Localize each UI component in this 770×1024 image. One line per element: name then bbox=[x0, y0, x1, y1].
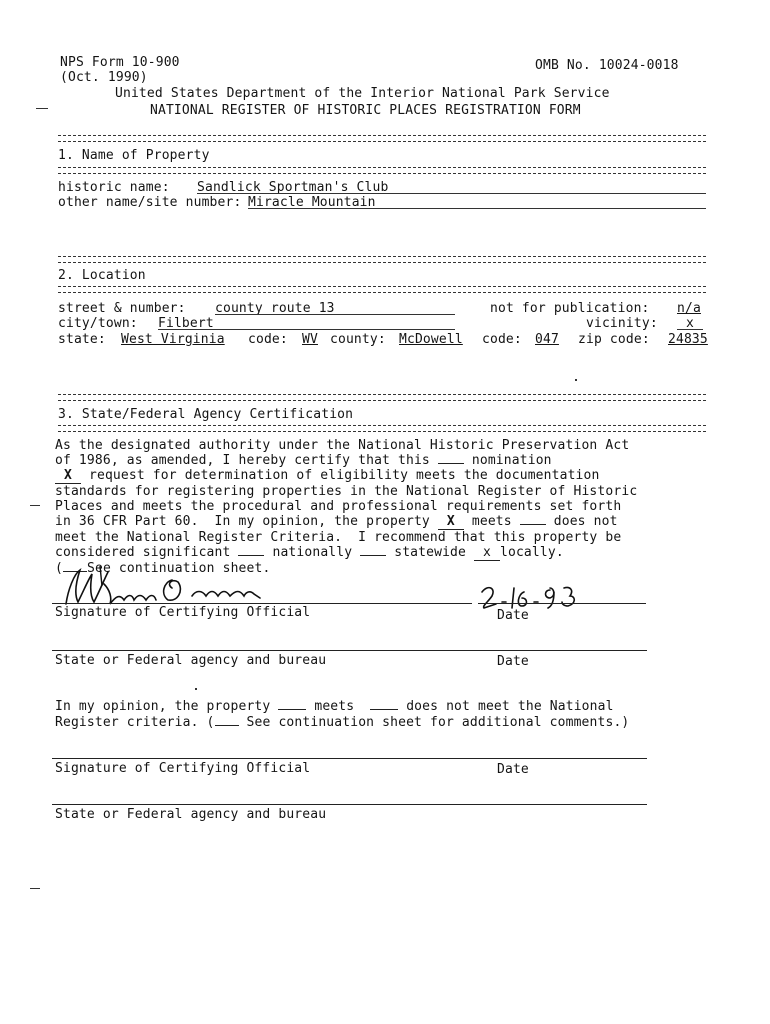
section2-heading: 2. Location bbox=[58, 268, 146, 283]
vicinity-line bbox=[677, 329, 703, 330]
vicinity-value: x bbox=[686, 316, 694, 331]
opinion-line-2: Register criteria. ( See continuation sheet for additional comments.) bbox=[55, 715, 630, 730]
county-value: McDowell bbox=[399, 332, 463, 347]
certification-line-1: As the designated authority under the National Historic Preservation Act bbox=[55, 438, 630, 453]
signature-line bbox=[52, 758, 647, 759]
omb-number: OMB No. 10024-0018 bbox=[535, 58, 679, 73]
signature-line bbox=[52, 603, 472, 604]
state-label: state: bbox=[58, 332, 106, 347]
section-divider bbox=[58, 167, 706, 174]
county-label: county: bbox=[330, 332, 386, 347]
form-number: NPS Form 10-900 bbox=[60, 55, 180, 70]
not-for-publication-value: n/a bbox=[677, 301, 701, 316]
date-label: Date bbox=[497, 654, 529, 669]
date-label: Date bbox=[497, 762, 529, 777]
vicinity-label: vicinity: bbox=[586, 316, 658, 331]
agency-label: State or Federal agency and bureau bbox=[55, 807, 327, 822]
speck-mark bbox=[195, 688, 197, 690]
zip-value: 24835 bbox=[668, 332, 708, 347]
certification-line-3: X request for determination of eligibility meets the documentation bbox=[55, 468, 600, 484]
street-value: county route 13 bbox=[215, 301, 335, 316]
agency-line bbox=[52, 804, 647, 805]
section-divider bbox=[58, 256, 706, 263]
historic-name-value: Sandlick Sportman's Club bbox=[197, 180, 389, 195]
zip-label: zip code: bbox=[578, 332, 650, 347]
historic-name-label: historic name: bbox=[58, 180, 170, 195]
agency-label: State or Federal agency and bureau bbox=[55, 653, 327, 668]
date-label: Date bbox=[497, 608, 529, 623]
certification-line-2: of 1986, as amended, I hereby certify that this nomination bbox=[55, 453, 552, 468]
opinion-line-1: In my opinion, the property meets does not meet the National bbox=[55, 699, 614, 714]
certification-line-4: standards for registering properties in the National Register of Historic bbox=[55, 484, 638, 499]
section1-heading: 1. Name of Property bbox=[58, 148, 210, 163]
meets-checkmark: X bbox=[438, 514, 464, 530]
form-date: (Oct. 1990) bbox=[60, 70, 148, 85]
signature-label: Signature of Certifying Official bbox=[55, 761, 311, 776]
handwritten-date bbox=[478, 582, 588, 612]
street-label: street & number: bbox=[58, 301, 186, 316]
county-code-label: code: bbox=[482, 332, 522, 347]
certification-line-5: Places and meets the procedural and professional requirements set forth bbox=[55, 499, 622, 514]
certification-line-9: ( See continuation sheet. bbox=[55, 561, 271, 576]
request-checkmark: X bbox=[55, 468, 81, 484]
section-divider bbox=[58, 135, 706, 142]
other-name-label: other name/site number: bbox=[58, 195, 242, 210]
locally-checkmark: x bbox=[474, 545, 500, 561]
signature-label: Signature of Certifying Official bbox=[55, 605, 311, 620]
city-value: Filbert bbox=[158, 316, 214, 331]
certification-line-6: in 36 CFR Part 60. In my opinion, the property X meets does not bbox=[55, 514, 618, 529]
state-code-label: code: bbox=[248, 332, 288, 347]
agency-line bbox=[52, 650, 647, 651]
other-name-line bbox=[248, 208, 706, 209]
margin-mark bbox=[36, 108, 48, 109]
county-code-value: 047 bbox=[535, 332, 559, 347]
section-divider bbox=[58, 425, 706, 432]
margin-mark bbox=[30, 505, 40, 506]
certification-line-7: meet the National Register Criteria. I recommend that this property be bbox=[55, 530, 622, 545]
date-line bbox=[478, 603, 646, 604]
state-value: West Virginia bbox=[121, 332, 225, 347]
city-line bbox=[158, 329, 455, 330]
svg-text:2-16-93: 2-16-93 bbox=[478, 582, 483, 583]
speck-mark bbox=[575, 379, 577, 381]
historic-name-line bbox=[197, 193, 706, 194]
section3-heading: 3. State/Federal Agency Certification bbox=[58, 407, 354, 422]
other-name-value: Miracle Mountain bbox=[248, 195, 376, 210]
street-line bbox=[215, 314, 455, 315]
not-for-publication-label: not for publication: bbox=[490, 301, 650, 316]
certification-line-8: considered significant nationally statewide x locally. bbox=[55, 545, 564, 560]
department-line: United States Department of the Interior National Park Service bbox=[115, 86, 610, 101]
form-title: NATIONAL REGISTER OF HISTORIC PLACES REGISTRATION FORM bbox=[150, 103, 581, 118]
city-label: city/town: bbox=[58, 316, 138, 331]
margin-mark bbox=[30, 888, 40, 889]
section-divider bbox=[58, 394, 706, 401]
section-divider bbox=[58, 286, 706, 293]
state-code-value: WV bbox=[302, 332, 318, 347]
